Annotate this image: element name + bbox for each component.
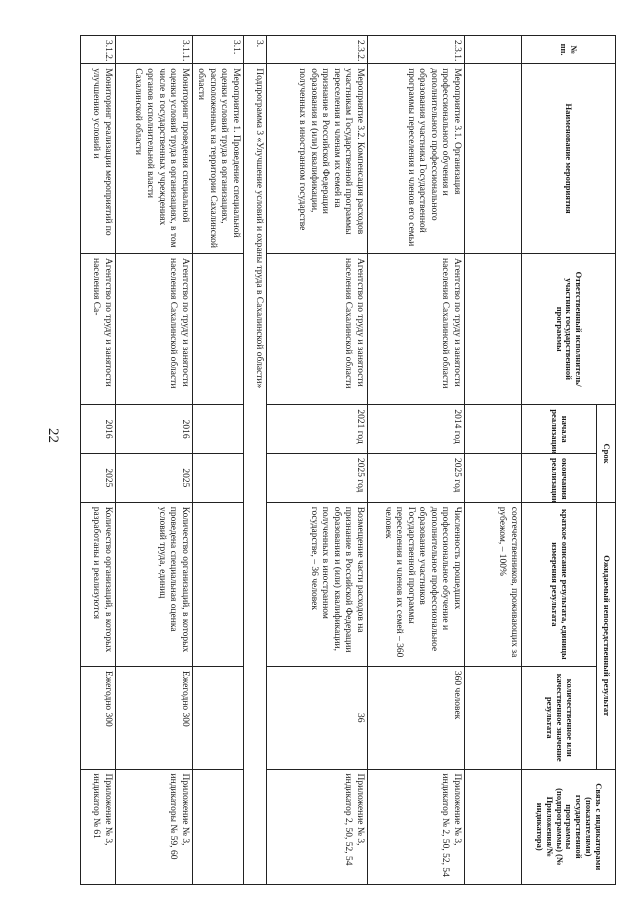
cell-desc: соотечественников, проживающих за рубежом, – 100%: [465, 502, 522, 666]
cell-responsible: Агентство по труду и занятости населения Сахалинской области: [368, 254, 465, 405]
cell-start: 2016: [115, 405, 192, 454]
cell-name: [465, 64, 522, 254]
table-row: [80, 36, 115, 885]
cell-desc: Количество организаций, в которых разработаны и реализуются: [80, 502, 115, 666]
cell-num: 3.1.2.: [80, 36, 115, 64]
cell-qty: Ежегодно 300: [115, 666, 192, 769]
header-link: Связь с индикаторами (показателями) государственной программы (подпрограммы) (№ Приложения/№ индикатора): [522, 769, 616, 884]
cell-end: [192, 454, 243, 503]
cell-num: 2.3.1.: [368, 36, 465, 64]
cell-end: [465, 454, 522, 503]
cell-name: Мероприятие 3.2. Компенсация расходов участникам Государственной программы переселения и членам их семей на признание в Российской Федерации образования и (или) квалификации, полученных в иностранном государстве: [267, 64, 368, 254]
cell-responsible: Агентство по труду и занятости населения Са-: [80, 254, 115, 405]
cell-responsible: Агентство по труду и занятости населения Сахалинской области: [267, 254, 368, 405]
header-expected-result: Ожидаемый непосредственный результат: [597, 502, 616, 769]
cell-name: Мониторинг проведения специальной оценки условий труда в организациях, в том числе в государственных учреждениях органов исполнительной власти Сахалинской области: [115, 64, 192, 254]
cell-num: [465, 36, 522, 64]
cell-responsible: Агентство по труду и занятости населения Сахалинской области: [115, 254, 192, 405]
cell-start: [192, 405, 243, 454]
table-row: [267, 36, 368, 885]
cell-link: Приложение № 3, индикатор № 61: [80, 769, 115, 884]
header-term-end: окончания реализации: [522, 454, 597, 503]
table-row: [115, 36, 192, 885]
cell-end: 2025 год: [368, 454, 465, 503]
cell-num: 2.3.2.: [267, 36, 368, 64]
document-page: [91, 35, 616, 885]
cell-qty: 36: [267, 666, 368, 769]
header-responsible: Ответственный исполнитель/участник государственной программы: [522, 254, 616, 405]
cell-end: 2025: [80, 454, 115, 503]
cell-name: Мониторинг реализации мероприятий по улучшению условий и: [80, 64, 115, 254]
cell-start: 2014 год: [368, 405, 465, 454]
table-row: [465, 36, 522, 885]
header-num: № пп.: [522, 36, 616, 64]
cell-qty: [465, 666, 522, 769]
cell-qty: [192, 666, 243, 769]
subprogram-row: [244, 36, 267, 885]
cell-qty: 360 человек: [368, 666, 465, 769]
cell-qty: Ежегодно 300: [80, 666, 115, 769]
table-row: [368, 36, 465, 885]
cell-start: [465, 405, 522, 454]
cell-desc: [192, 502, 243, 666]
cell-link: Приложение № 3, индикатор 2, 50, 52, 54: [267, 769, 368, 884]
cell-end: 2025 год: [267, 454, 368, 503]
cell-name: Мероприятие 3.1. Организация профессионального обучения и дополнительного профессионального образования участника Государственной программы переселения и членов его семьи: [368, 64, 465, 254]
cell-start: 2021 год: [267, 405, 368, 454]
cell-desc: Численность прошедших профессиональное обучение и дополнительное профессиональное образование участников Государственной программы переселения и членов их семей – 360 человек: [368, 502, 465, 666]
cell-link: [192, 769, 243, 884]
page-number: 22: [45, 428, 61, 443]
header-result-desc: краткое описание результата, единицы измерения результата: [522, 502, 597, 666]
rotated-table-container: [91, 35, 616, 885]
table-row: [192, 36, 243, 885]
header-term: Срок: [597, 405, 616, 502]
activities-table: [80, 35, 616, 885]
cell-end: 2025: [115, 454, 192, 503]
cell-start: 2016: [80, 405, 115, 454]
cell-desc: Возмещение части расходов на признание в Российской Федерации образования и (или) квалификации, полученных в иностранном государстве, – 36 человек: [267, 502, 368, 666]
cell-responsible: [465, 254, 522, 405]
cell-link: Приложение № 3, индикаторы № 59, 60: [115, 769, 192, 884]
cell-name: Мероприятие 1. Проведение специальной оценки условий труда в организациях, расположенных на территории Сахалинской области: [192, 64, 243, 254]
cell-desc: Количество организаций, в которых проведена специальная оценка условий труда, единиц: [115, 502, 192, 666]
cell-link: Приложение № 3, индикатор № 2, 50, 52, 54: [368, 769, 465, 884]
cell-num: 3.: [244, 36, 267, 64]
cell-link: [465, 769, 522, 884]
header-name: Наименование мероприятия: [522, 64, 616, 254]
cell-responsible: [192, 254, 243, 405]
subprogram-title: Подпрограмма 3 «Улучшение условий и охраны труда в Сахалинской области»: [244, 64, 267, 885]
cell-num: 3.1.1.: [115, 36, 192, 64]
cell-num: 3.1.: [192, 36, 243, 64]
header-result-qty: количественное или качественное значение результата: [522, 666, 597, 769]
header-term-start: начала реализации: [522, 405, 597, 454]
